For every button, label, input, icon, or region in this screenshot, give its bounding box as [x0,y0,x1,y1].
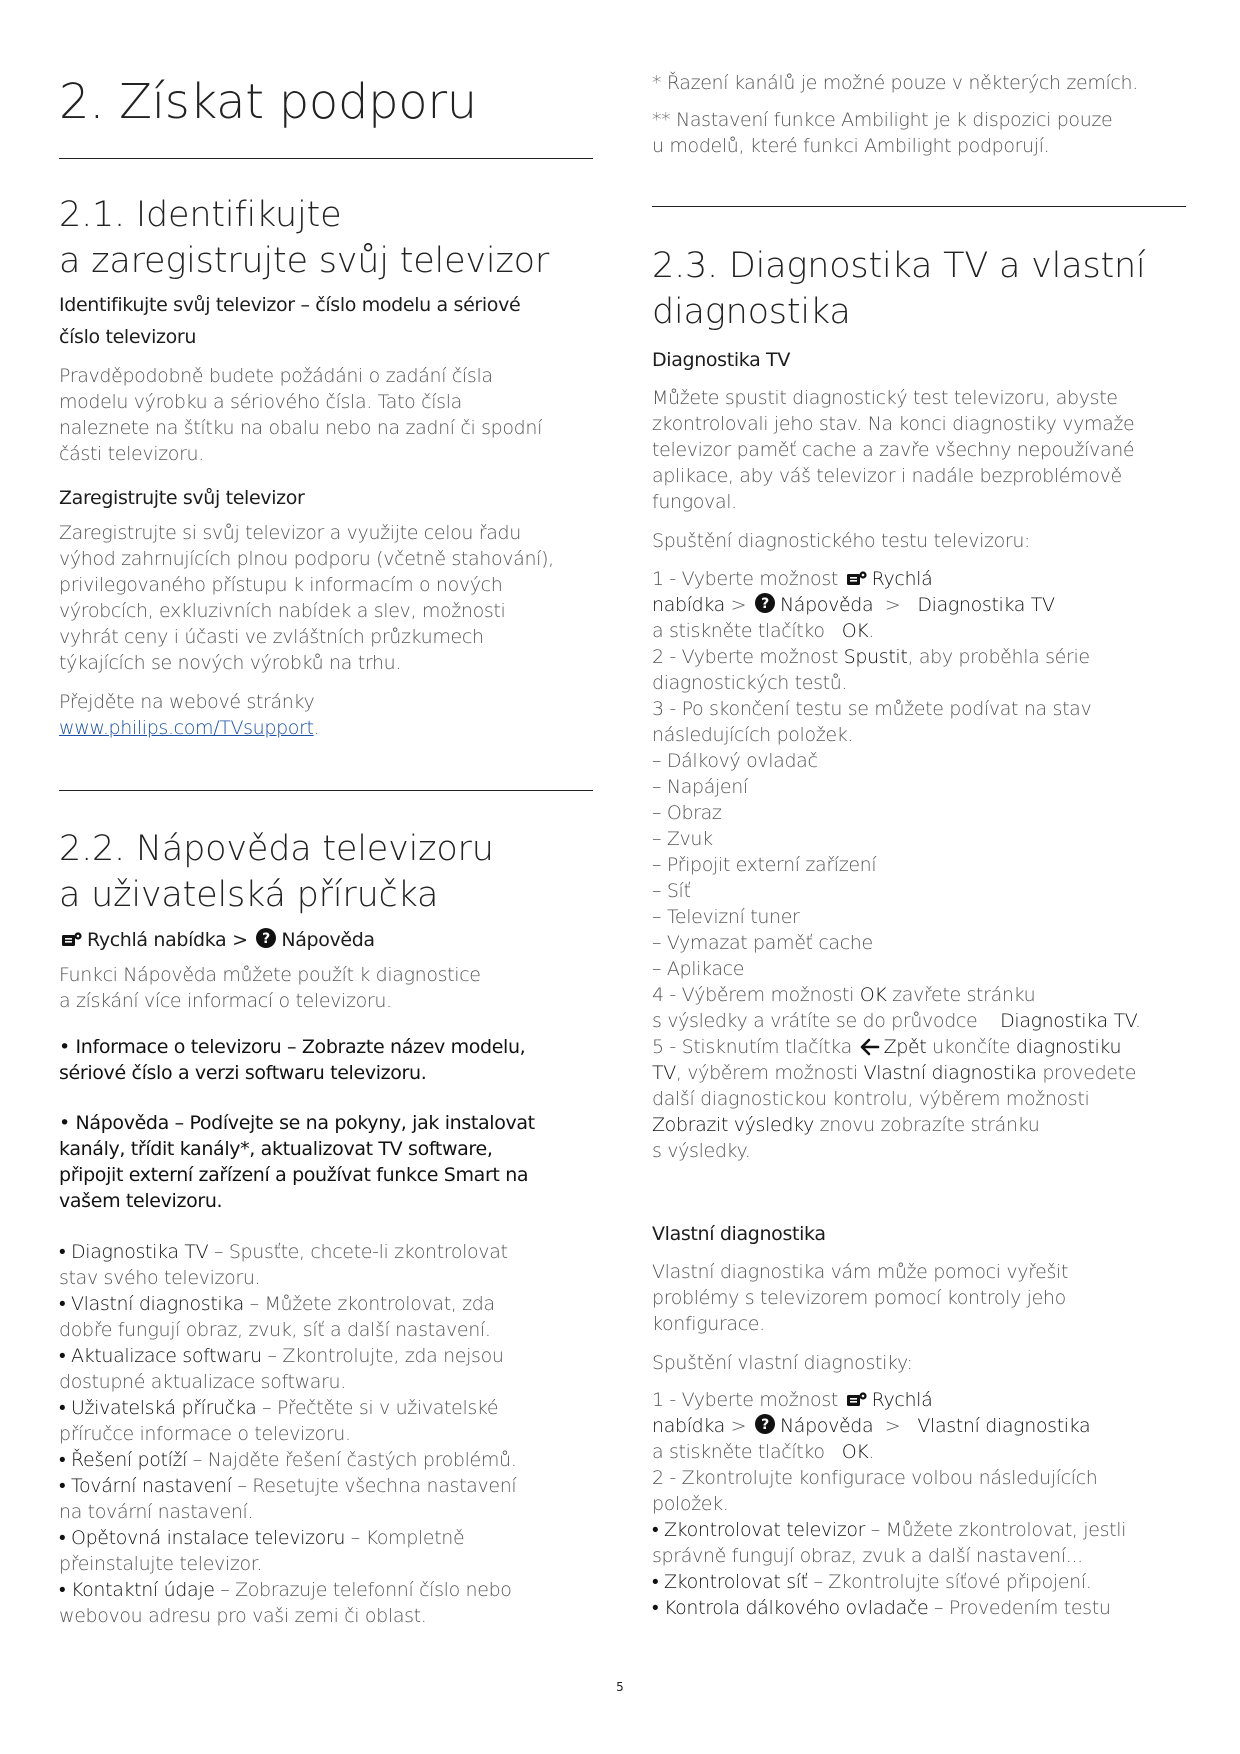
quick-menu-icon [846,570,868,588]
paragraph-self-diagnostics: Vlastní diagnostika vám může pomoci vyřešit problémy s televizorem pomocí kontroly jeho konfigurace. [652,1261,1069,1335]
list-item: – Vymazat paměť cache [652,932,873,954]
support-link[interactable]: www.philips.com/TVsupport [59,717,314,739]
list-item: • Zkontrolovat síť – Zkontrolujte síťové připojení. [652,1571,1092,1593]
divider [59,790,593,791]
paragraph-register: Zaregistrujte si svůj televizor a využijte celou řadu výhod zahrnujících plnou podporu (včetně stahování), privilegovaného přístupu k informacím o nových výrobcích, exkluzivních nabídek a slev, možnosti vyhrát ceny i účasti ve zvláštních průzkumech týkajících se nových výrobků na trhu. [59,522,554,674]
quick-menu-icon [846,1391,868,1409]
paragraph-help-intro: Funkci Nápověda můžete použít k diagnostice a získání více informací o televizoru. [59,964,481,1012]
list-item: – Aplikace [652,958,745,980]
paragraph-start-self: Spuštění vlastní diagnostiky: [652,1352,913,1374]
paragraph-diagnostics: Můžete spustit diagnostický test televizoru, abyste zkontrolovali jeho stav. Na konci diagnostiky vymaže televizor paměť cache a zavře všechny nepoužívané aplikace, aby váš televizor i nadále bezproblémově fungoval. [652,387,1135,513]
subheading-self-diagnostics: Vlastní diagnostika [652,1223,826,1245]
list-item: – Televizní tuner [652,906,800,928]
svg-text:?: ? [761,1417,769,1433]
list-item: • Kontrola dálkového ovladače – Provedením testu [652,1597,1111,1619]
help-icon [255,927,277,949]
divider [59,158,593,159]
list-item: • Vlastní diagnostika – Můžete zkontrolovat, zda [59,1293,495,1315]
subheading-identify: Identifikujte svůj televizor – číslo modelu a sériové číslo televizoru [59,294,521,348]
list-item: • Tovární nastavení – Resetujte všechna nastavení [59,1475,517,1497]
quick-menu-icon [61,931,83,949]
list-item: • Uživatelská příručka – Přečtěte si v uživatelské [59,1397,499,1419]
diagnostics-steps: 1 - Vyberte možnost Rychlá nabídka > ? Nápověda > Diagnostika TV a stiskněte tlačítko OK. 2 - Vyberte možnost Spustit, aby proběhla série diagnostických testů. 3 - Po skončení testu se můžete podívat na stav následujících položek. – Dálkový ovladač – Napájení – Obraz – Zvuk – Připojit externí zařízení – Síť – Televizní tuner – Vymazat paměť cache – Aplikace 4 - Výběrem možnosti OK zavřete stránku s výsledky a vrátíte se do průvodce Diagnostika TV. 5 - Stisknutím tlačítka Zpět ukončíte diagnostiku TV, výběrem možnosti Vlastní diagnostika provedete další diagnostickou kontrolu, výběrem možnosti Zobrazit výsledky znovu zobrazíte stránku s výsledky. [652,568,1141,1162]
help-menu-path: Rychlá nabídka > ? Nápověda [59,924,375,956]
list-item: – Zvuk [652,828,713,850]
help-icon [754,1413,776,1435]
footnote-ambilight: ** Nastavení funkce Ambilight je k dispozici pouze u modelů, které funkci Ambilight podporují. [652,109,1113,157]
page-number: 5 [616,1680,624,1694]
paragraph-start-test: Spuštění diagnostického testu televizoru: [652,530,1031,552]
back-arrow-icon [860,1038,880,1056]
subheading-register: Zaregistrujte svůj televizor [59,487,305,509]
list-item: • Aktualizace softwaru – Zkontrolujte, zda nejsou [59,1345,504,1367]
list-item: – Dálkový ovladač [652,750,818,772]
section-2-3-title: 2.3. Diagnostika TV a vlastní diagnostika [652,246,1146,332]
list-item: – Síť [652,880,691,902]
divider [652,206,1186,207]
list-item: – Napájení [652,776,748,798]
subheading-tv-diagnostics: Diagnostika TV [652,349,790,371]
chapter-title: 2. Získat podporu [59,74,477,130]
list-item: – Připojit externí zařízení [652,854,877,876]
section-2-2-title: 2.2. Nápověda televizoru a uživatelská příručka [59,829,494,915]
help-icon [754,592,776,614]
svg-text:?: ? [262,931,271,947]
list-item: – Obraz [652,802,722,824]
help-items-list: • Diagnostika TV – Spusťte, chcete-li zkontrolovat stav svého televizoru. • Vlastní diagnostika – Můžete zkontrolovat, zda dobře fungují obraz, zvuk, síť a další nastavení. • Aktualizace softwaru – Zkontrolujte, zda nejsou dostupné aktualizace softwaru. • Uživatelská příručka – Přečtěte si v uživatelské příručce informace o televizoru. • Řešení potíží – Najděte řešení častých problémů. • Tovární nastavení – Resetujte všechna nastavení na tovární nastavení. • Opětovná instalace televizoru – Kompletně přeinstalujte televizor. • Kontaktní údaje – Zobrazuje telefonní číslo nebo webovou adresu pro vaši zemi či oblast. [59,1241,517,1627]
section-2-1-title: 2.1. Identifikujte a zaregistrujte svůj televizor [59,195,550,281]
bullet-tv-info: • Informace o televizoru – Zobrazte název modelu, sériové číslo a verzi softwaru televizoru. [59,1036,526,1084]
list-item: • Diagnostika TV – Spusťte, chcete-li zkontrolovat [59,1241,508,1263]
list-item: • Řešení potíží – Najděte řešení častých problémů. [59,1449,517,1471]
list-item: • Zkontrolovat televizor – Můžete zkontrolovat, jestli [652,1519,1127,1541]
svg-text:?: ? [761,596,769,612]
bullet-help: • Nápověda – Podívejte se na pokyny, jak instalovat kanály, třídit kanály*, aktualizovat TV software, připojit externí zařízení a používat funkce Smart na vašem televizoru. [59,1112,535,1212]
paragraph-website: Přejděte na webové stránky www.philips.com/TVsupport. [59,691,320,739]
footnote-sorting: * Řazení kanálů je možné pouze v některých zemích. [652,72,1138,94]
list-item: • Kontaktní údaje – Zobrazuje telefonní číslo nebo [59,1579,512,1601]
list-item: • Opětovná instalace televizoru – Kompletně [59,1527,465,1549]
paragraph-identify: Pravděpodobně budete požádáni o zadání čísla modelu výrobku a sériového čísla. Tato čísla naleznete na štítku na obalu nebo na zadní či spodní části televizoru. [59,365,542,465]
self-diagnostics-steps: 1 - Vyberte možnost Rychlá nabídka > ? Nápověda > Vlastní diagnostika a stiskněte tlačítko OK. 2 - Zkontrolujte konfigurace volbou následujících položek. • Zkontrolovat televizor – Můžete zkontrolovat, jestli správně fungují obraz, zvuk a další nastavení... • Zkontrolovat síť – Zkontrolujte síťové připojení. • Kontrola dálkového ovladače – Provedením testu [652,1389,1127,1619]
